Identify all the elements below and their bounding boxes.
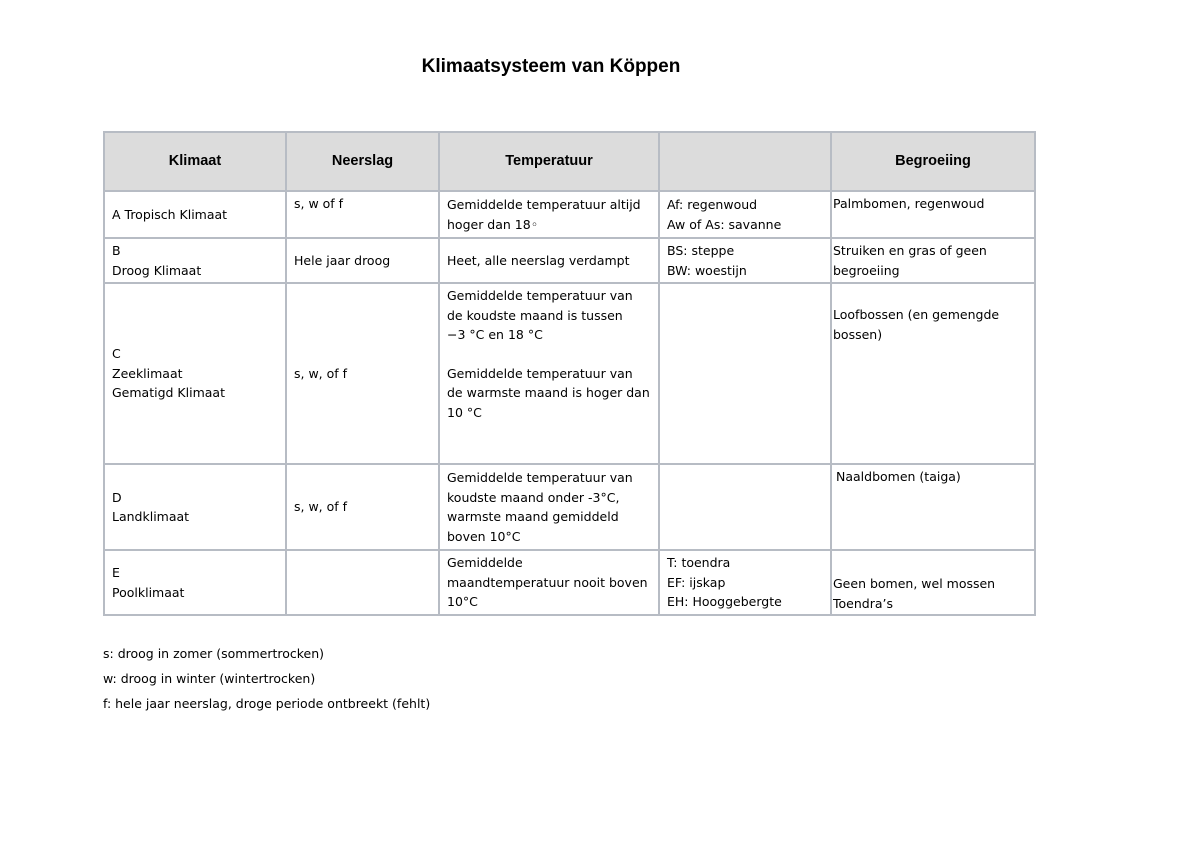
begroeiing-cell: [831, 464, 1035, 550]
temperatuur-cell: [439, 283, 659, 464]
temperatuur-cell: [439, 238, 659, 283]
begroeiing-cell: [831, 191, 1035, 238]
cell-line: Loofbossen (en gemengde: [833, 307, 1000, 322]
cell-line: B: [112, 243, 121, 258]
temperatuur-cell: [439, 550, 659, 615]
klimaat-cell: [104, 283, 286, 464]
note-w: w: droog in winter (wintertrocken): [103, 671, 316, 686]
cell-line: −3 °C en 18 °C: [447, 327, 543, 342]
neerslag-cell: [286, 550, 439, 615]
neerslag-cell: [286, 238, 439, 283]
temperatuur-cell: [439, 191, 659, 238]
table-row: [104, 464, 1035, 550]
header-neerslag: Neerslag: [286, 132, 439, 191]
cell-line: Gematigd Klimaat: [112, 385, 225, 401]
cell-line: A Tropisch Klimaat: [112, 206, 228, 222]
cell-line: C: [112, 346, 121, 362]
cell-line: maandtemperatuur nooit boven: [447, 574, 648, 590]
cell-line: Hele jaar droog: [294, 252, 391, 268]
typen-cell: [659, 238, 831, 283]
cell-line: D: [112, 489, 122, 505]
cell-line: EF: ijskap: [667, 574, 726, 590]
cell-line: Heet, alle neerslag verdampt: [447, 252, 630, 268]
cell-line: Af: regenwoud: [667, 197, 758, 212]
header-begroeiing: Begroeiing: [831, 132, 1035, 191]
neerslag-cell: [286, 464, 439, 550]
klimaat-cell: [104, 238, 286, 283]
typen-cell: [659, 283, 831, 464]
table-row: [104, 283, 1035, 464]
cell-line: boven 10°C: [447, 528, 521, 544]
cell-line: Landklimaat: [112, 509, 190, 524]
cell-line: Gemiddelde: [447, 555, 523, 571]
cell-line: koudste maand onder -3°C,: [447, 489, 620, 505]
legend-notes: [103, 641, 430, 716]
typen-cell: [659, 550, 831, 615]
cell-line: T: toendra: [667, 555, 731, 571]
cell-line: warmste maand gemiddeld: [447, 509, 619, 524]
table-row: [104, 238, 1035, 283]
header-typen: [659, 132, 831, 191]
cell-line: Palmbomen, regenwoud: [833, 196, 985, 211]
typen-cell: [659, 191, 831, 238]
paragraph-gap: [447, 345, 651, 364]
table-row: [104, 550, 1035, 615]
page-title: Klimaatsysteem van Köppen: [421, 56, 681, 77]
header-temperatuur: Temperatuur: [439, 132, 659, 191]
koppen-table: [103, 131, 1036, 616]
header-klimaat: Klimaat: [104, 132, 286, 191]
cell-line: EH: Hooggebergte: [667, 594, 782, 610]
table-row: [104, 191, 1035, 238]
klimaat-cell: [104, 550, 286, 615]
cell-line: s, w, of f: [294, 365, 348, 381]
begroeiing-cell: [831, 238, 1035, 283]
cell-line: Gemiddelde temperatuur van: [447, 470, 633, 485]
cell-line: Gemiddelde temperatuur altijd: [447, 197, 641, 212]
cell-line: Gemiddelde temperatuur van: [447, 288, 633, 303]
cell-line: begroeiing: [833, 262, 900, 278]
cell-line: E: [112, 565, 120, 580]
cell-line: BS: steppe: [667, 243, 735, 258]
begroeiing-cell: [831, 550, 1035, 615]
klimaat-cell: [104, 191, 286, 238]
cell-line: Gemiddelde temperatuur van: [447, 365, 633, 381]
header-row: [104, 132, 1035, 191]
klimaat-cell: [104, 464, 286, 550]
cell-line: Zeeklimaat: [112, 365, 183, 381]
cell-line: Poolklimaat: [112, 584, 185, 600]
cell-line: Naaldbomen (taiga): [836, 469, 961, 484]
typen-cell: [659, 464, 831, 550]
neerslag-cell: [286, 283, 439, 464]
neerslag-cell: [286, 191, 439, 238]
cell-line: BW: woestijn: [667, 262, 747, 278]
cell-line: de warmste maand is hoger dan: [447, 385, 650, 400]
cell-line: Geen bomen, wel mossen: [833, 576, 996, 591]
cell-line: Aw of As: savanne: [667, 216, 782, 232]
cell-line: s, w of f: [294, 196, 344, 211]
cell-line: 10°C: [447, 594, 478, 610]
cell-line: de koudste maand is tussen: [447, 307, 623, 323]
begroeiing-cell: [831, 283, 1035, 464]
cell-line: bossen): [833, 326, 883, 342]
cell-line: hoger dan 18◦: [447, 216, 539, 232]
temperatuur-cell: [439, 464, 659, 550]
cell-line: s, w, of f: [294, 499, 348, 515]
cell-line: Struiken en gras of geen: [833, 243, 987, 258]
note-s: s: droog in zomer (sommertrocken): [103, 646, 325, 661]
cell-line: 10 °C: [447, 404, 482, 420]
cell-line: Toendra’s: [833, 595, 893, 611]
note-f: f: hele jaar neerslag, droge periode ontbreekt (fehlt): [103, 696, 431, 711]
cell-line: Droog Klimaat: [112, 262, 202, 278]
